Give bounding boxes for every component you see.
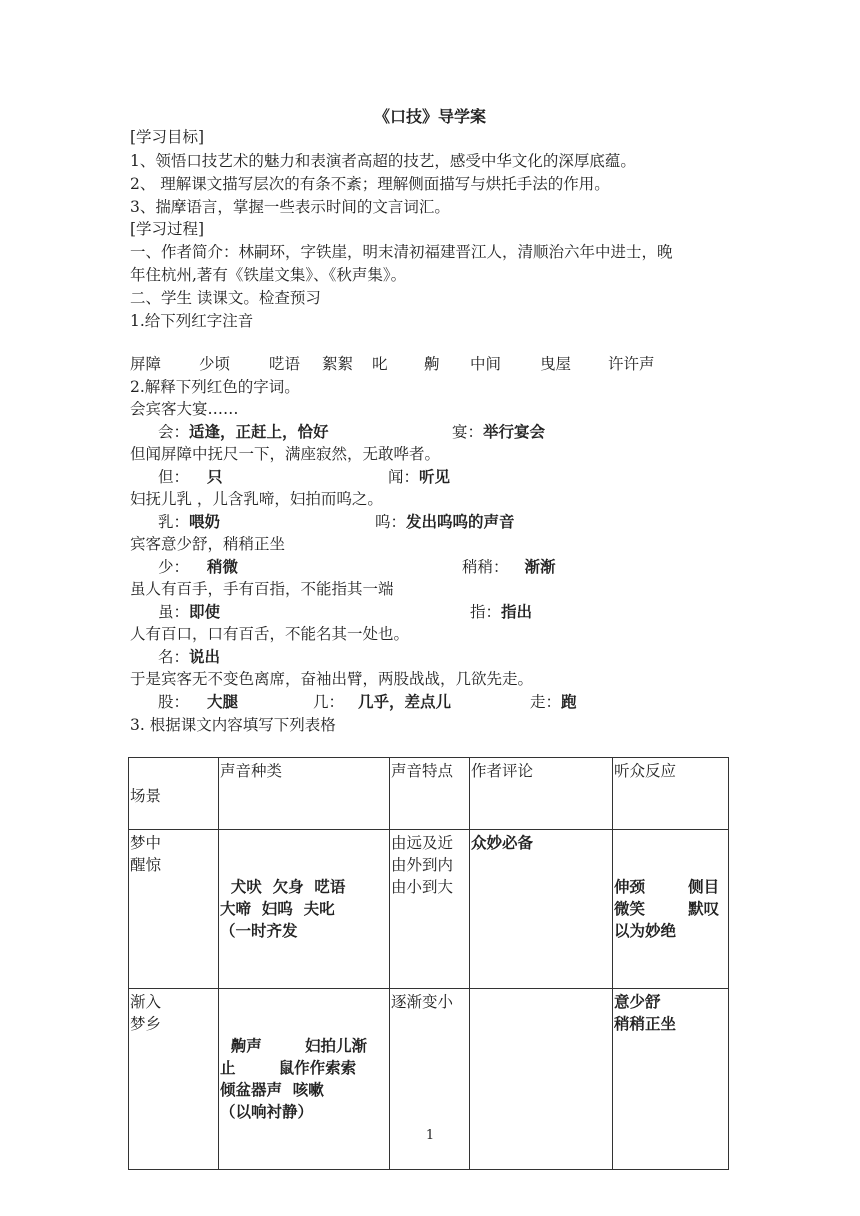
goals-heading: [学习目标]	[130, 128, 205, 146]
vocab-gloss: 股： 大腿	[158, 692, 239, 711]
author-intro-line2: 年住杭州,著有《铁崖文集》、《秋声集》。	[130, 266, 407, 284]
table-cell: 众妙必备	[470, 830, 613, 989]
pinyin-word: 絮絮	[322, 355, 354, 373]
author-intro-line1: 一、作者简介：林嗣环，字铁崖，明末清初福建晋江人，清顺治六年中进士，晚	[130, 243, 673, 261]
pinyin-word: 呓语	[269, 355, 301, 373]
vocab-sentence: 妇抚儿乳 ，儿含乳啼，妇拍而呜之。	[130, 490, 383, 508]
vocab-sentence: 于是宾客无不变色离席，奋袖出臂，两股战战，几欲先走。	[130, 670, 534, 688]
goal-item-1: 1、领悟口技艺术的魅力和表演者高超的技艺，感受中华文化的深厚底蕴。	[130, 152, 636, 170]
page-title: 《口技》导学案	[373, 107, 486, 126]
goal-item-3: 3、揣摩语言，掌握一些表示时间的文言词汇。	[130, 198, 450, 216]
table-cell: 意少舒 稍稍正坐	[613, 989, 729, 1170]
table-header-row	[129, 758, 729, 830]
vocab-gloss: 名：说出	[158, 647, 221, 666]
part2-heading: 二、学生 读课文。检查预习	[130, 289, 321, 307]
table-cell: 齁声 妇拍儿渐 止 鼠作作索索 倾盆器声 咳嗽 （以响衬静）	[219, 989, 390, 1170]
vocab-gloss: 虽：即使	[158, 602, 221, 621]
vocab-gloss: 呜：发出呜呜的声音	[375, 512, 515, 531]
vocab-sentence: 人有百口，口有百舌，不能名其一处也。	[130, 625, 410, 643]
pinyin-word: 许许声	[608, 355, 655, 373]
pinyin-word: 屏障	[130, 355, 162, 373]
pinyin-word: 齁	[424, 355, 440, 373]
question-1: 1.给下列红字注音	[130, 312, 254, 330]
vocab-sentence: 但闻屏障中抚尺一下，满座寂然，无敢哗者。	[130, 445, 441, 463]
header-cell: 听众反应	[613, 758, 729, 830]
vocab-gloss: 走：跑	[530, 692, 577, 711]
pinyin-word: 叱	[372, 355, 388, 373]
table-cell: 逐渐变小	[390, 989, 470, 1170]
question-3: 3. 根据课文内容填写下列表格	[130, 716, 336, 734]
table-cell: 渐入 梦乡	[129, 989, 219, 1170]
vocab-gloss: 宴：举行宴会	[452, 422, 546, 441]
sound-analysis-table	[128, 757, 729, 1170]
pinyin-word: 曳屋	[540, 355, 572, 373]
pinyin-word: 中间	[470, 355, 502, 373]
header-cell: 作者评论	[470, 758, 613, 830]
table-cell: 由远及近 由外到内 由小到大	[390, 830, 470, 989]
table-cell: 犬吠 欠身 呓语 大啼 妇呜 夫叱 （一时齐发	[219, 830, 390, 989]
vocab-gloss: 会：适逢，正赶上，恰好	[158, 422, 329, 441]
process-heading: [学习过程]	[130, 220, 205, 238]
vocab-gloss: 稍稍： 渐渐	[462, 557, 556, 576]
goal-item-2: 2、 理解课文描写层次的有条不紊；理解侧面描写与烘托手法的作用。	[130, 175, 610, 193]
table-cell: 伸颈 侧目 微笑 默叹 以为妙绝	[613, 830, 729, 989]
vocab-gloss: 但： 只	[158, 467, 223, 486]
question-2: 2.解释下列红色的字词。	[130, 378, 300, 396]
vocab-sentence: 宾客意少舒，稍稍正坐	[130, 535, 286, 553]
vocab-gloss: 闻：听见	[388, 467, 451, 486]
vocab-gloss: 几： 几乎，差点儿	[313, 692, 452, 711]
page-number: 1	[425, 1128, 435, 1143]
header-cell: 声音特点	[390, 758, 470, 830]
vocab-gloss: 指：指出	[470, 602, 533, 621]
vocab-sentence: 虽人有百手，手有百指，不能指其一端	[130, 580, 394, 598]
vocab-sentence: 会宾客大宴……	[130, 400, 239, 418]
header-cell: 声音种类	[219, 758, 390, 830]
vocab-gloss: 少： 稍微	[158, 557, 239, 576]
pinyin-word: 少顷	[199, 355, 231, 373]
vocab-gloss: 乳：喂奶	[158, 512, 221, 531]
header-cell: 场景	[129, 758, 219, 830]
table-row	[129, 830, 729, 989]
table-cell: 梦中 醒惊	[129, 830, 219, 989]
